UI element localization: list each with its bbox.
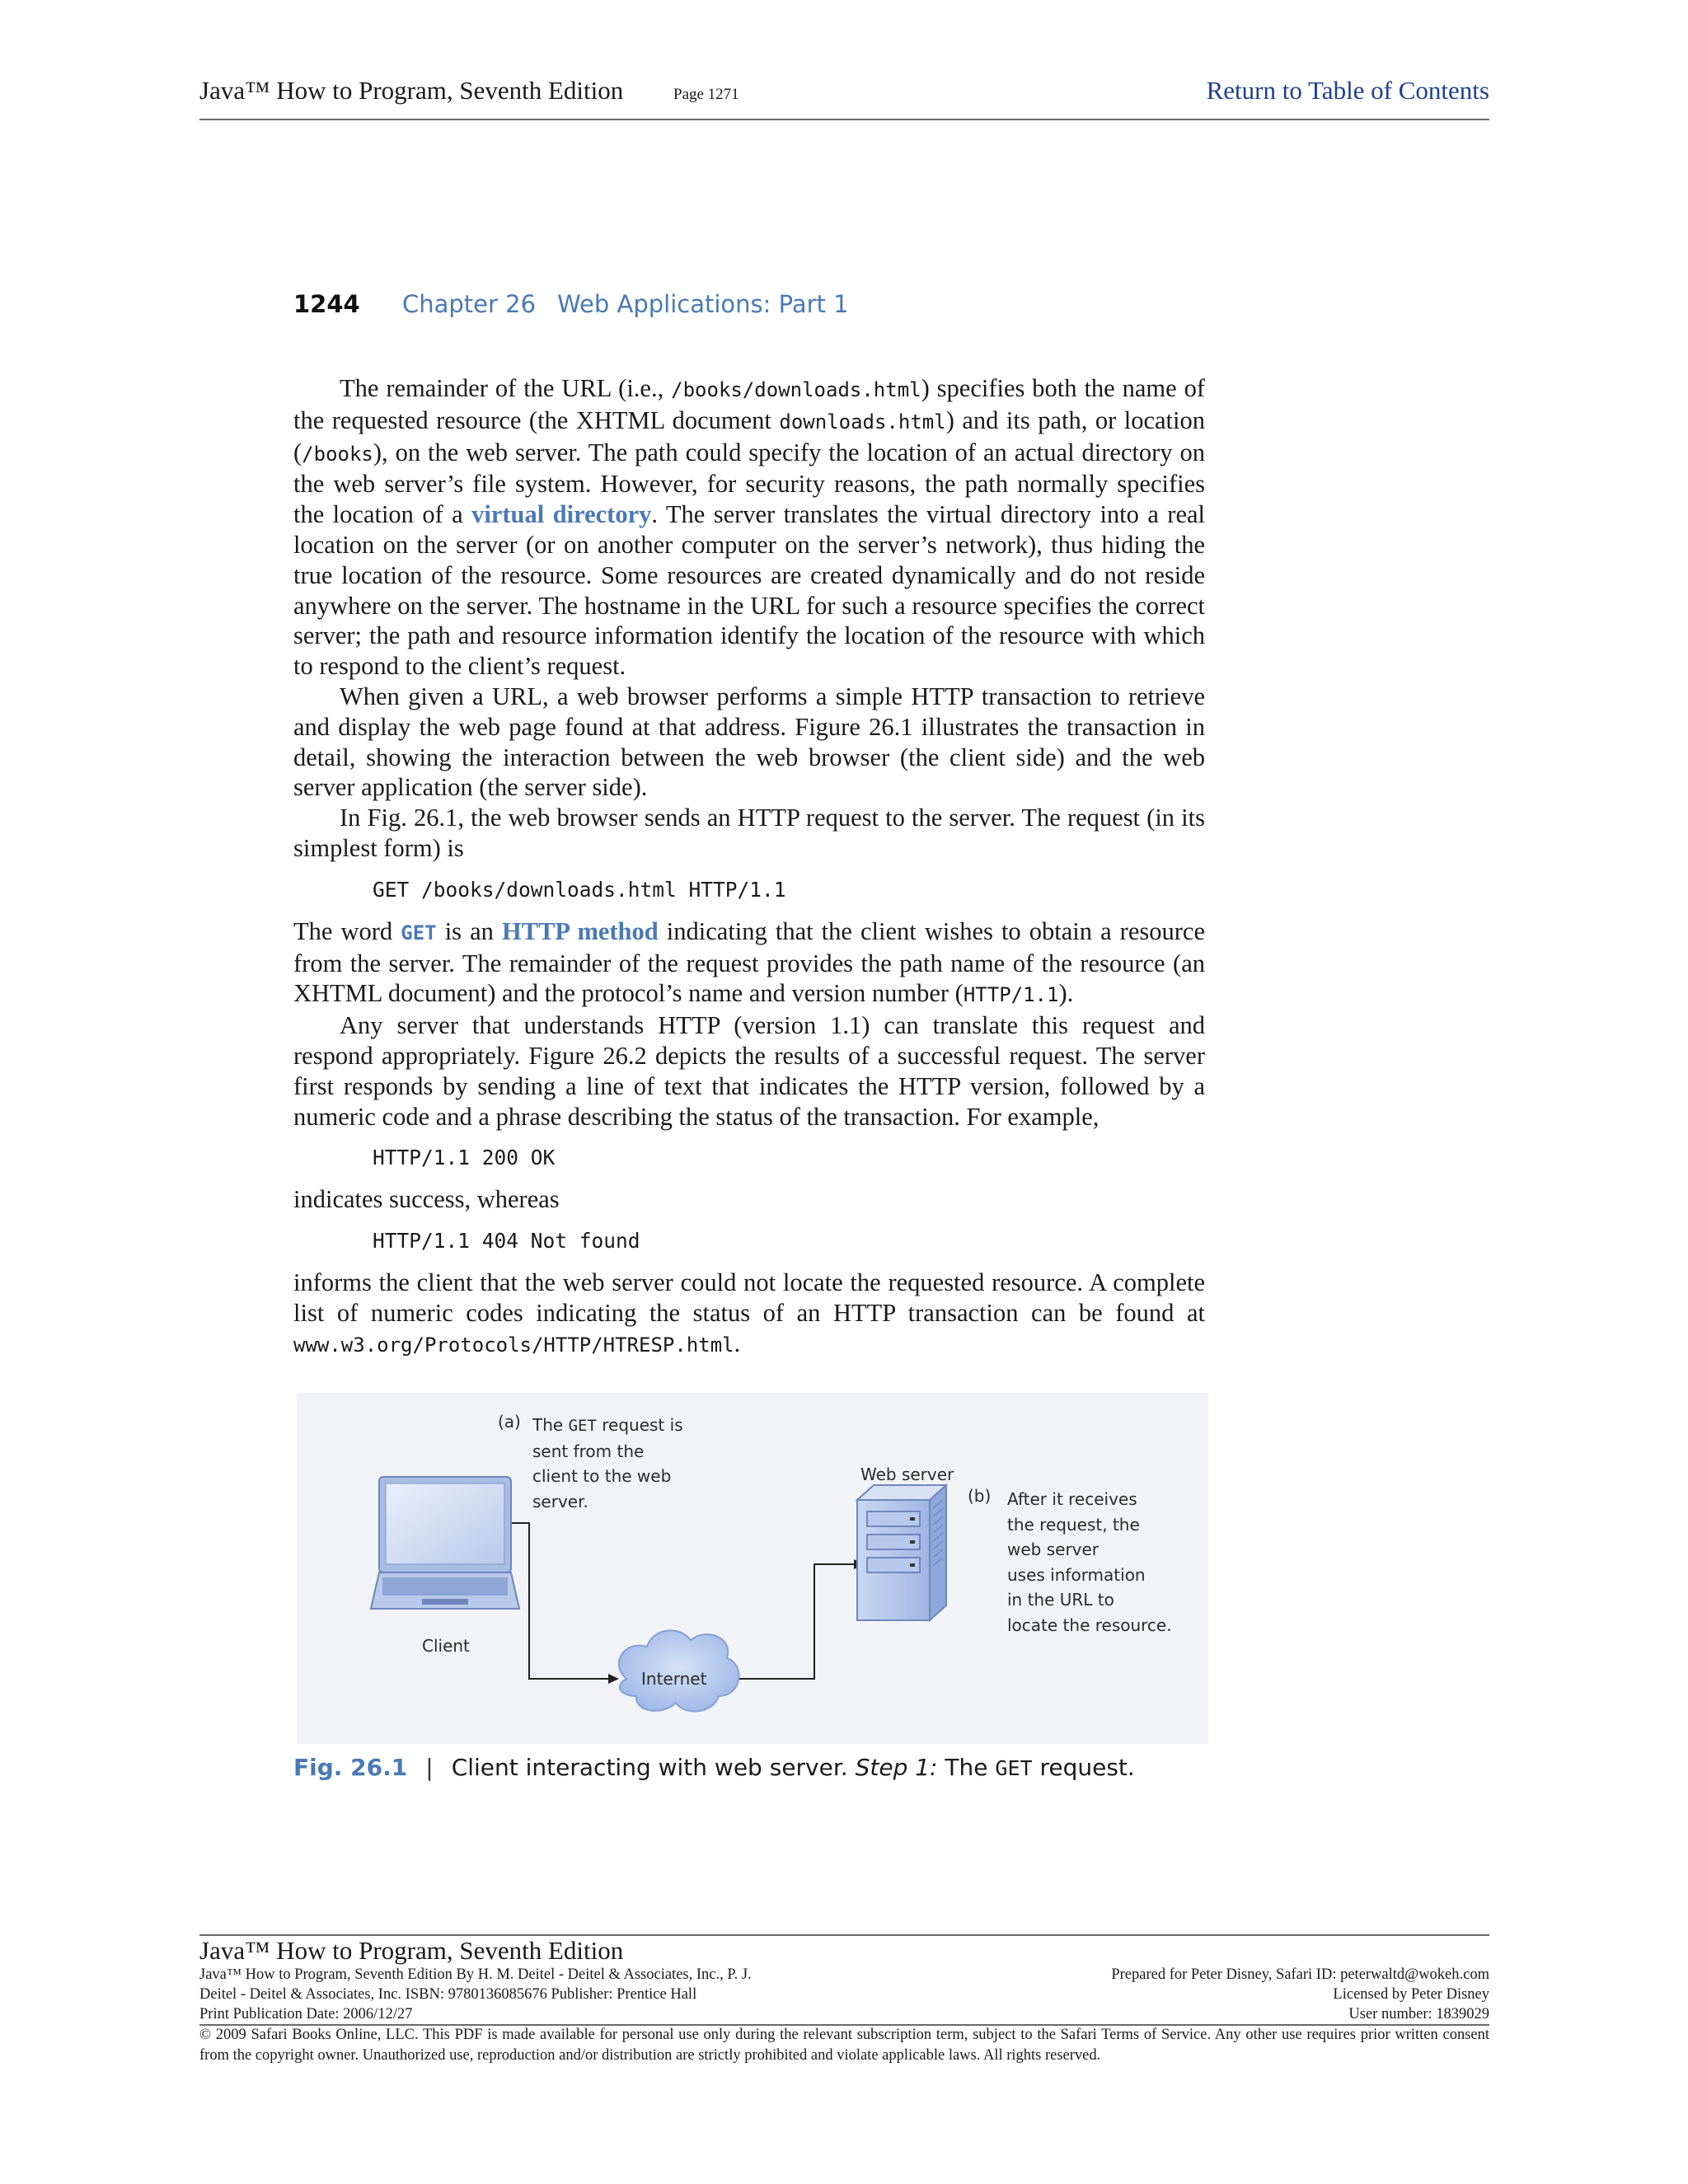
paragraph-5: Any server that understands HTTP (version 1.1) can translate this request and respond appropriately. Figure 26.2 depicts the results of a successful request. The server first responds by sending a line of text that indicates the HTTP version, followed by a numeric code and a phrase describing the status of the transaction. For example, xyxy=(293,1011,1205,1131)
code-not-found: HTTP/1.1 404 Not found xyxy=(373,1229,640,1254)
caption-step: Step 1: xyxy=(855,1754,938,1781)
internet-label: Internet xyxy=(641,1669,707,1689)
footer-line: Print Publication Date: 2006/12/27 xyxy=(199,2006,413,2022)
footer-line: Java™ How to Program, Seventh Edition By H. M. Deitel - Deitel & Associates, Inc., P. J. xyxy=(199,1966,752,1983)
inline-code: HTTP/1.1 xyxy=(963,983,1059,1007)
text-run: is an xyxy=(436,916,502,945)
paragraph-7 xyxy=(293,1268,1205,1360)
inline-code: /books/downloads.html xyxy=(671,378,921,401)
text-run: The remainder of the URL (i.e., xyxy=(340,374,672,402)
web-server-label: Web server xyxy=(860,1465,954,1484)
key-term-http-method: HTTP method xyxy=(502,916,659,945)
step-b-description xyxy=(1007,1487,1197,1638)
figure-26-1 xyxy=(297,1393,1208,1744)
web-server-icon xyxy=(857,1485,946,1620)
figure-caption xyxy=(293,1754,1135,1781)
chapter-label: Chapter 26 xyxy=(402,290,537,318)
forward-arrow-path xyxy=(727,1559,865,1679)
paragraph-6: indicates success, whereas xyxy=(293,1185,560,1214)
status-codes-url: www.w3.org/Protocols/HTTP/HTRESP.html xyxy=(293,1333,734,1357)
running-head-chapter xyxy=(402,290,849,318)
key-term-virtual-directory: virtual directory xyxy=(471,500,652,529)
step-a-line: server. xyxy=(532,1491,588,1511)
text-run: ), on the web server. The path could specify the location of an actual directory on the web server’s file system. However, for security reasons, the path normally specifies the location of a xyxy=(293,438,1205,529)
text-run: . xyxy=(734,1329,741,1357)
paragraph-1 xyxy=(293,373,1205,682)
paragraph-3: In Fig. 26.1, the web browser sends an HTTP request to the server. The request (in its simplest form) is xyxy=(293,804,1205,862)
inline-code: downloads.html xyxy=(779,410,946,434)
footer-line: Licensed by Peter Disney xyxy=(1333,1986,1489,2003)
step-b-line: web server xyxy=(1007,1540,1100,1559)
caption-text: request. xyxy=(1032,1754,1135,1781)
text-run: request is xyxy=(596,1415,683,1435)
running-head-page-number: 1244 xyxy=(293,290,360,318)
inline-code-get: GET xyxy=(568,1417,597,1435)
paragraph-2: When given a URL, a web browser performs a simple HTTP transaction to retrieve and display the web page found at that address. Figure 26.1 illustrates the transaction in detail, showing the interaction between the web browser (the client side) and the web server application (the server side). xyxy=(293,682,1205,802)
text-run: The word xyxy=(293,916,401,945)
footer-license-info xyxy=(1111,1965,1489,2024)
text-run: ) specifies both the name of the requested resource (the XHTML document xyxy=(293,374,1205,434)
step-b-line: the request, the xyxy=(1007,1514,1140,1535)
footer-book-title: Java™ How to Program, Seventh Edition xyxy=(199,1936,624,1965)
text-run: ). xyxy=(1058,979,1074,1008)
paragraph-4 xyxy=(293,916,1205,1010)
book-title: Java™ How to Program, Seventh Edition xyxy=(199,76,624,105)
text-run: ) and its path, or location ( xyxy=(293,405,1205,466)
step-b-label: (b) xyxy=(968,1486,992,1506)
client-label: Client xyxy=(422,1636,470,1656)
step-a-line: sent from the xyxy=(532,1441,645,1461)
text-run: indicating that the client wishes to obtain a resource from the server. The remainder of the request provides the path name of the resource (an XHTML document) and the protocol’s name and version number ( xyxy=(293,916,1205,1008)
chapter-title: Web Applications: Part 1 xyxy=(557,290,849,318)
inline-code-get: GET xyxy=(401,921,437,944)
code-ok: HTTP/1.1 200 OK xyxy=(373,1146,556,1170)
laptop-icon xyxy=(371,1477,519,1609)
top-header xyxy=(199,76,1489,120)
caption-text: Client interacting with web server. xyxy=(451,1754,856,1781)
caption-text: The xyxy=(937,1754,996,1781)
request-arrow-path xyxy=(511,1523,619,1684)
text-run: . The server translates the virtual directory into a real location on the server (or on another computer on the server’s network), thus hiding the true location of the resource. Some resources are created dynamically and do not reside anywhere on the server. The hostname in the URL for such a resource specifies the correct server; the path and resource information identify the location of the resource with which to respond to the client’s request. xyxy=(293,500,1205,681)
step-a-line xyxy=(532,1413,697,1439)
inline-code: /books xyxy=(302,442,373,466)
return-to-toc-link[interactable]: Return to Table of Contents xyxy=(1206,76,1489,105)
step-b-line: locate the resource. xyxy=(1007,1615,1172,1635)
text-run: The xyxy=(532,1415,569,1435)
footer-line: User number: 1839029 xyxy=(1348,2006,1489,2022)
step-b-line: After it receives xyxy=(1007,1489,1137,1509)
body-text xyxy=(293,373,1205,1361)
code-request: GET /books/downloads.html HTTP/1.1 xyxy=(373,877,786,902)
footer-line: Deitel - Deitel & Associates, Inc. ISBN: 9780136085676 Publisher: Prentice Hall xyxy=(199,1986,697,2003)
caption-code: GET xyxy=(995,1756,1033,1780)
step-b-line: in the URL to xyxy=(1007,1590,1114,1610)
page-reference: Page 1271 xyxy=(673,86,739,103)
step-b-line: uses information xyxy=(1007,1564,1146,1585)
step-a-line: client to the web xyxy=(532,1466,672,1486)
footer-book-info xyxy=(199,1965,752,2024)
figure-number: Fig. 26.1 xyxy=(293,1754,408,1781)
step-a-description xyxy=(532,1413,697,1514)
copyright-notice: © 2009 Safari Books Online, LLC. This PDF is made available for personal use only during the relevant subscription term, subject to the Safari Terms of Service. Any other use requires prior written consent from the copyright owner. Unauthorized use, reproduction and/or distribution are strictly prohibited and violate applicable laws. All rights reserved. xyxy=(199,2027,1489,2064)
text-run: informs the client that the web server could not locate the requested resource. A complete list of numeric codes indicating the status of an HTTP transaction can be found at xyxy=(293,1268,1205,1327)
step-a-label: (a) xyxy=(498,1412,521,1432)
caption-separator: | xyxy=(425,1754,434,1781)
footer-line: Prepared for Peter Disney, Safari ID: peterwaltd@wokeh.com xyxy=(1111,1966,1489,1983)
